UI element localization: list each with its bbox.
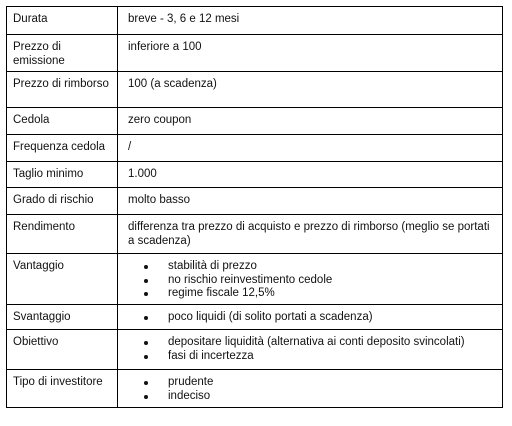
row-label: Frequenza cedola (7, 135, 118, 162)
row-label: Vantaggio (7, 254, 118, 305)
bullet-list (128, 336, 494, 363)
bullet-list (128, 376, 494, 403)
row-value: 1.000 (118, 162, 503, 188)
table-row (7, 305, 503, 330)
list-item: stabilità di prezzo (142, 260, 494, 274)
bond-info-table (6, 6, 503, 408)
row-value (118, 330, 503, 370)
row-value: breve - 3, 6 e 12 mesi (118, 7, 503, 35)
table-row (7, 370, 503, 408)
table-row (7, 7, 503, 35)
table-row (7, 135, 503, 162)
row-value: 100 (a scadenza) (118, 72, 503, 108)
table-row (7, 162, 503, 188)
bullet-icon (144, 381, 148, 385)
bullet-list (128, 311, 494, 325)
list-item: regime fiscale 12,5% (142, 287, 494, 301)
bullet-list (128, 260, 494, 301)
row-label: Prezzo di emissione (7, 35, 118, 72)
list-item: no rischio reinvestimento cedole (142, 274, 494, 288)
row-value: inferiore a 100 (118, 35, 503, 72)
row-value (118, 370, 503, 408)
table-row (7, 35, 503, 72)
table-row (7, 254, 503, 305)
row-label: Prezzo di rimborso (7, 72, 118, 108)
list-item: indeciso (142, 390, 494, 404)
row-value (118, 254, 503, 305)
list-item: depositare liquidità (alternativa ai conti deposito svincolati) (142, 336, 494, 350)
bullet-icon (144, 292, 148, 296)
bullet-icon (144, 341, 148, 345)
bullet-icon (144, 279, 148, 283)
table-row (7, 330, 503, 370)
bullet-icon (144, 316, 148, 320)
list-item: poco liquidi (di solito portati a scadenza) (142, 311, 494, 325)
bullet-icon (144, 265, 148, 269)
row-label: Svantaggio (7, 305, 118, 330)
row-value (118, 305, 503, 330)
bond-info-table-container (6, 6, 502, 408)
row-label: Grado di rischio (7, 188, 118, 215)
table-row (7, 215, 503, 254)
row-label: Tipo di investitore (7, 370, 118, 408)
list-item: prudente (142, 376, 494, 390)
table-row (7, 72, 503, 108)
row-value: molto basso (118, 188, 503, 215)
bullet-icon (144, 395, 148, 399)
list-item: fasi di incertezza (142, 350, 494, 364)
row-value: zero coupon (118, 108, 503, 135)
table-row (7, 108, 503, 135)
table-row (7, 188, 503, 215)
row-label: Durata (7, 7, 118, 35)
row-value: differenza tra prezzo di acquisto e prezzo di rimborso (meglio se portati a scadenza) (118, 215, 503, 254)
row-label: Obiettivo (7, 330, 118, 370)
row-label: Cedola (7, 108, 118, 135)
row-label: Taglio minimo (7, 162, 118, 188)
row-value: / (118, 135, 503, 162)
row-label: Rendimento (7, 215, 118, 254)
bullet-icon (144, 355, 148, 359)
